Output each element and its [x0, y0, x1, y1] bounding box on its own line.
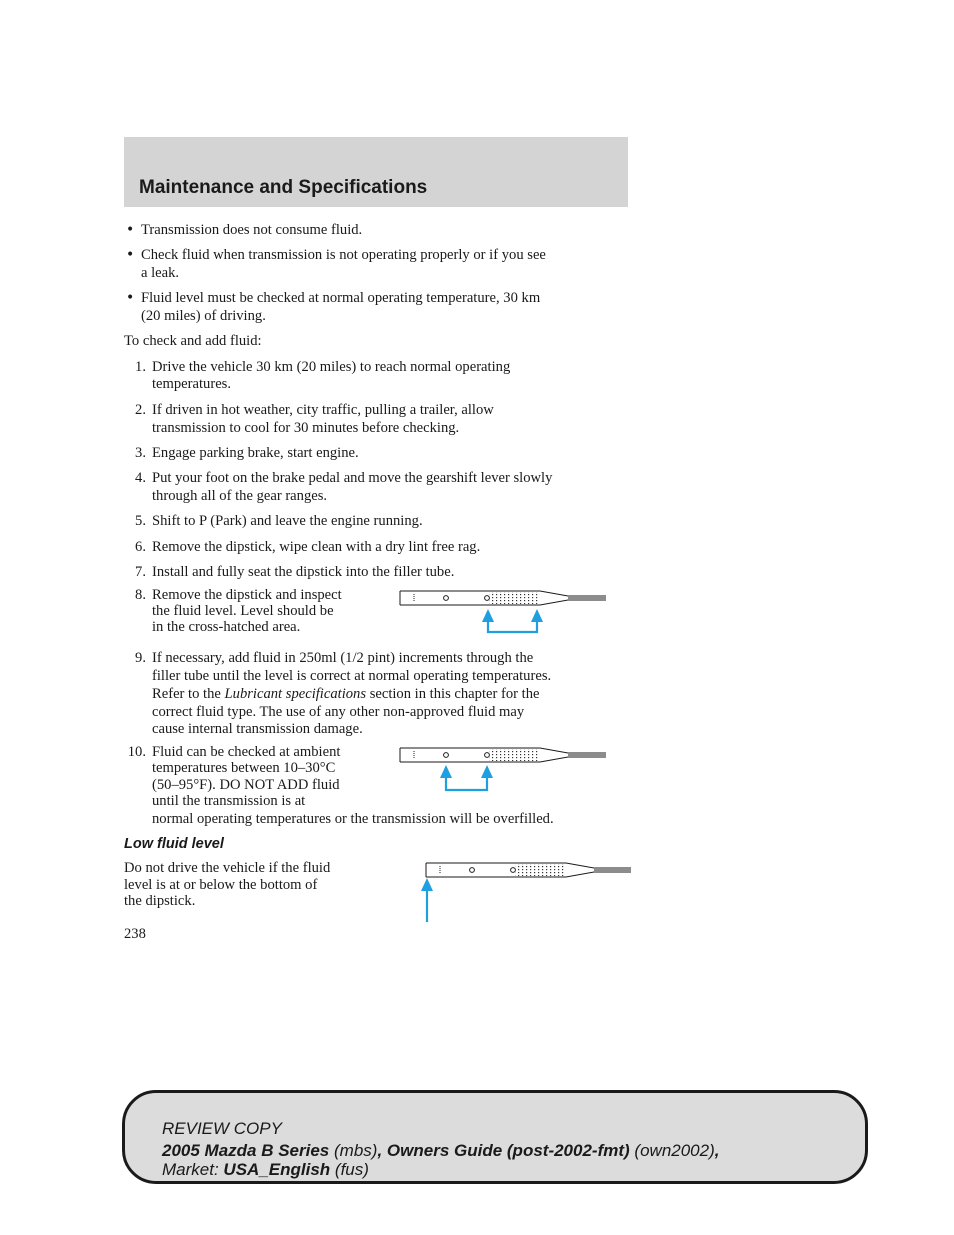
step-text: in the cross-hatched area.: [152, 619, 301, 635]
bullet-item: Check fluid when transmission is not operating properly or if you see: [141, 247, 546, 263]
step-text: [152, 686, 540, 704]
step-number: 4.: [135, 470, 146, 486]
bullet-marker: •: [126, 247, 135, 263]
cross-hatch-area: [489, 749, 539, 761]
level-arrows: [440, 765, 493, 790]
step-text: (50–95°F). DO NOT ADD fluid: [152, 777, 340, 793]
bullet-item-continued: a leak.: [141, 265, 180, 281]
step-text: the fluid level. Level should be: [152, 603, 334, 619]
step-number: 10.: [127, 744, 146, 760]
low-level-arrow: [421, 878, 433, 922]
intro-text: To check and add fluid:: [124, 333, 262, 349]
step-number: 7.: [135, 564, 146, 580]
page-number: 238: [124, 926, 146, 942]
step-text: temperatures.: [152, 376, 232, 392]
level-arrows: [482, 609, 543, 632]
bullet-item-continued: (20 miles) of driving.: [141, 308, 266, 324]
market-identifier: Market: USA_English (fus): [162, 1160, 369, 1179]
dipstick-diagram-check: [400, 588, 610, 638]
lubricant-spec-reference: Lubricant specifications: [224, 686, 367, 702]
step-text: through all of the gear ranges.: [152, 488, 328, 504]
step-text: Drive the vehicle 30 km (20 miles) to reach normal operating: [152, 359, 511, 375]
dipstick-diagram-ambient: [400, 745, 610, 795]
step-text: Shift to P (Park) and leave the engine running.: [152, 513, 423, 529]
step-text: Install and fully seat the dipstick into the filler tube.: [152, 564, 455, 580]
step-number: 8.: [135, 587, 146, 603]
review-copy-label: REVIEW COPY: [162, 1119, 282, 1138]
step-number: 9.: [135, 650, 146, 666]
step-text: transmission to cool for 30 minutes before checking.: [152, 420, 460, 436]
section-title: Maintenance and Specifications: [139, 177, 428, 198]
step-text: correct fluid type. The use of any other non-approved fluid may: [152, 704, 525, 720]
step-text: until the transmission is at: [152, 793, 306, 809]
step-number: 3.: [135, 445, 146, 461]
step-number: 2.: [135, 402, 146, 418]
low-fluid-text: Do not drive the vehicle if the fluid: [124, 860, 331, 876]
step-number: 6.: [135, 539, 146, 555]
bullet-marker: •: [126, 290, 135, 306]
step-text: Engage parking brake, start engine.: [152, 445, 359, 461]
document-identifier: 2005 Mazda B Series (mbs), Owners Guide (post-2002-fmt) (own2002),: [162, 1141, 720, 1160]
bullet-item: Fluid level must be checked at normal operating temperature, 30 km: [141, 290, 541, 306]
step-text: Remove the dipstick and inspect: [152, 587, 342, 603]
cross-hatch-area: [515, 864, 565, 876]
low-fluid-text: the dipstick.: [124, 893, 196, 909]
step-number: 5.: [135, 513, 146, 529]
step-text: If driven in hot weather, city traffic, pulling a trailer, allow: [152, 402, 494, 418]
step-number: 1.: [135, 359, 146, 375]
step-text: temperatures between 10–30°C: [152, 760, 336, 776]
cross-hatch-area: [489, 592, 539, 604]
bullet-item: Transmission does not consume fluid.: [141, 222, 363, 238]
step-text: cause internal transmission damage.: [152, 721, 363, 737]
step-text: Fluid can be checked at ambient: [152, 744, 341, 760]
low-fluid-heading: Low fluid level: [124, 836, 224, 852]
low-fluid-text: level is at or below the bottom of: [124, 877, 318, 893]
bullet-marker: •: [126, 222, 135, 238]
step-text: Remove the dipstick, wipe clean with a dry lint free rag.: [152, 539, 481, 555]
step-text: Put your foot on the brake pedal and move the gearshift lever slowly: [152, 470, 553, 486]
step-text-pre: Refer to the: [152, 686, 221, 702]
step-text-post: section in this chapter for the: [369, 686, 540, 702]
step-text: filler tube until the level is correct at normal operating temperatures.: [152, 668, 552, 684]
step-text: normal operating temperatures or the transmission will be overfilled.: [152, 811, 554, 827]
step-text: If necessary, add fluid in 250ml (1/2 pint) increments through the: [152, 650, 534, 666]
dipstick-diagram-low: [418, 860, 634, 924]
